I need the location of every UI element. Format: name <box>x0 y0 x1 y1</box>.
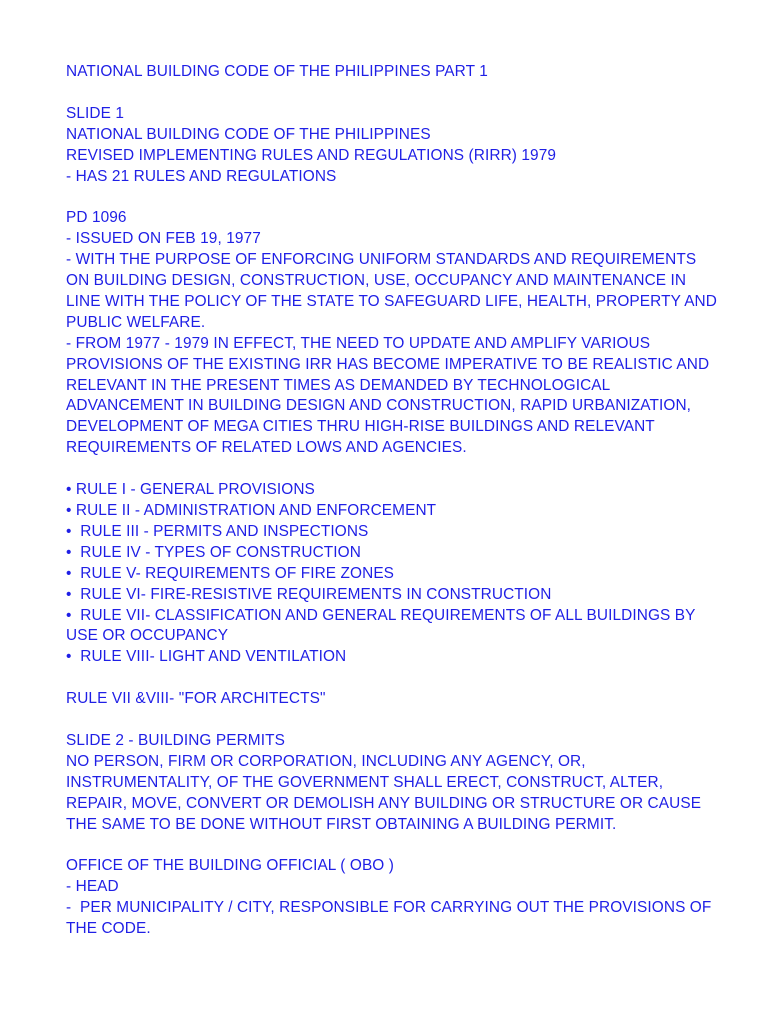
text-line: NATIONAL BUILDING CODE OF THE PHILIPPINES <box>66 125 431 143</box>
paragraph-gap <box>66 459 716 480</box>
text-line: • RULE III - PERMITS AND INSPECTIONS <box>66 522 369 540</box>
text-line: • RULE IV - TYPES OF CONSTRUCTION <box>66 543 361 561</box>
text-line: PROVISIONS OF THE EXISTING IRR HAS BECOME IMPERATIVE TO BE REALISTIC AND <box>66 355 710 373</box>
text-line: NO PERSON, FIRM OR CORPORATION, INCLUDING ANY AGENCY, OR, <box>66 752 586 770</box>
paragraph <box>66 480 716 668</box>
text-line: DEVELOPMENT OF MEGA CITIES THRU HIGH-RISE BUILDINGS AND RELEVANT <box>66 418 655 436</box>
text-line: - ISSUED ON FEB 19, 1977 <box>66 230 261 248</box>
paragraph <box>66 104 716 188</box>
text-line: INSTRUMENTALITY, OF THE GOVERNMENT SHALL ERECT, CONSTRUCT, ALTER, <box>66 773 664 791</box>
text-line: • RULE V- REQUIREMENTS OF FIRE ZONES <box>66 564 395 582</box>
text-line: • RULE I - GENERAL PROVISIONS <box>66 481 315 499</box>
text-line: • RULE VII- CLASSIFICATION AND GENERAL REQUIREMENTS OF ALL BUILDINGS BY <box>66 606 696 624</box>
text-line: - HEAD <box>66 878 119 896</box>
text-line: RELEVANT IN THE PRESENT TIMES AS DEMANDED BY TECHNOLOGICAL <box>66 376 611 394</box>
text-line: SLIDE 2 - BUILDING PERMITS <box>66 731 285 749</box>
paragraph <box>66 856 716 940</box>
text-line: PD 1096 <box>66 209 127 227</box>
text-line: SLIDE 1 <box>66 104 125 122</box>
paragraph-gap <box>66 835 716 856</box>
text-line: ON BUILDING DESIGN, CONSTRUCTION, USE, OCCUPANCY AND MAINTENANCE IN <box>66 272 687 290</box>
paragraph-gap <box>66 668 716 689</box>
text-line: NATIONAL BUILDING CODE OF THE PHILIPPINES PART 1 <box>66 63 488 80</box>
text-line: LINE WITH THE POLICY OF THE STATE TO SAFEGUARD LIFE, HEALTH, PROPERTY AND <box>66 292 717 310</box>
text-line: PUBLIC WELFARE. <box>66 313 206 331</box>
paragraph <box>66 208 716 459</box>
paragraph <box>66 62 716 83</box>
text-line: REQUIREMENTS OF RELATED LOWS AND AGENCIES. <box>66 439 467 457</box>
text-line: RULE VII &VIII- "FOR ARCHITECTS" <box>66 690 326 708</box>
text-line: REVISED IMPLEMENTING RULES AND REGULATIONS (RIRR) 1979 <box>66 146 557 164</box>
paragraph-gap <box>66 187 716 208</box>
document-body <box>66 62 716 940</box>
paragraph <box>66 689 716 710</box>
text-line: OFFICE OF THE BUILDING OFFICIAL ( OBO ) <box>66 857 394 875</box>
text-line: ADVANCEMENT IN BUILDING DESIGN AND CONSTRUCTION, RAPID URBANIZATION, <box>66 397 692 415</box>
text-line: THE CODE. <box>66 920 151 938</box>
text-line: USE OR OCCUPANCY <box>66 627 229 645</box>
text-line: - WITH THE PURPOSE OF ENFORCING UNIFORM STANDARDS AND REQUIREMENTS <box>66 251 697 269</box>
text-line: - HAS 21 RULES AND REGULATIONS <box>66 167 337 185</box>
text-line: • RULE VIII- LIGHT AND VENTILATION <box>66 648 347 666</box>
paragraph <box>66 731 716 836</box>
text-line: • RULE II - ADMINISTRATION AND ENFORCEMENT <box>66 501 437 519</box>
paragraph-gap <box>66 710 716 731</box>
text-line: • RULE VI- FIRE-RESISTIVE REQUIREMENTS IN CONSTRUCTION <box>66 585 552 603</box>
text-line: - PER MUNICIPALITY / CITY, RESPONSIBLE FOR CARRYING OUT THE PROVISIONS OF <box>66 899 712 917</box>
paragraph-gap <box>66 83 716 104</box>
text-line: - FROM 1977 - 1979 IN EFFECT, THE NEED TO UPDATE AND AMPLIFY VARIOUS <box>66 334 651 352</box>
text-line: THE SAME TO BE DONE WITHOUT FIRST OBTAINING A BUILDING PERMIT. <box>66 815 617 833</box>
text-line: REPAIR, MOVE, CONVERT OR DEMOLISH ANY BUILDING OR STRUCTURE OR CAUSE <box>66 794 702 812</box>
